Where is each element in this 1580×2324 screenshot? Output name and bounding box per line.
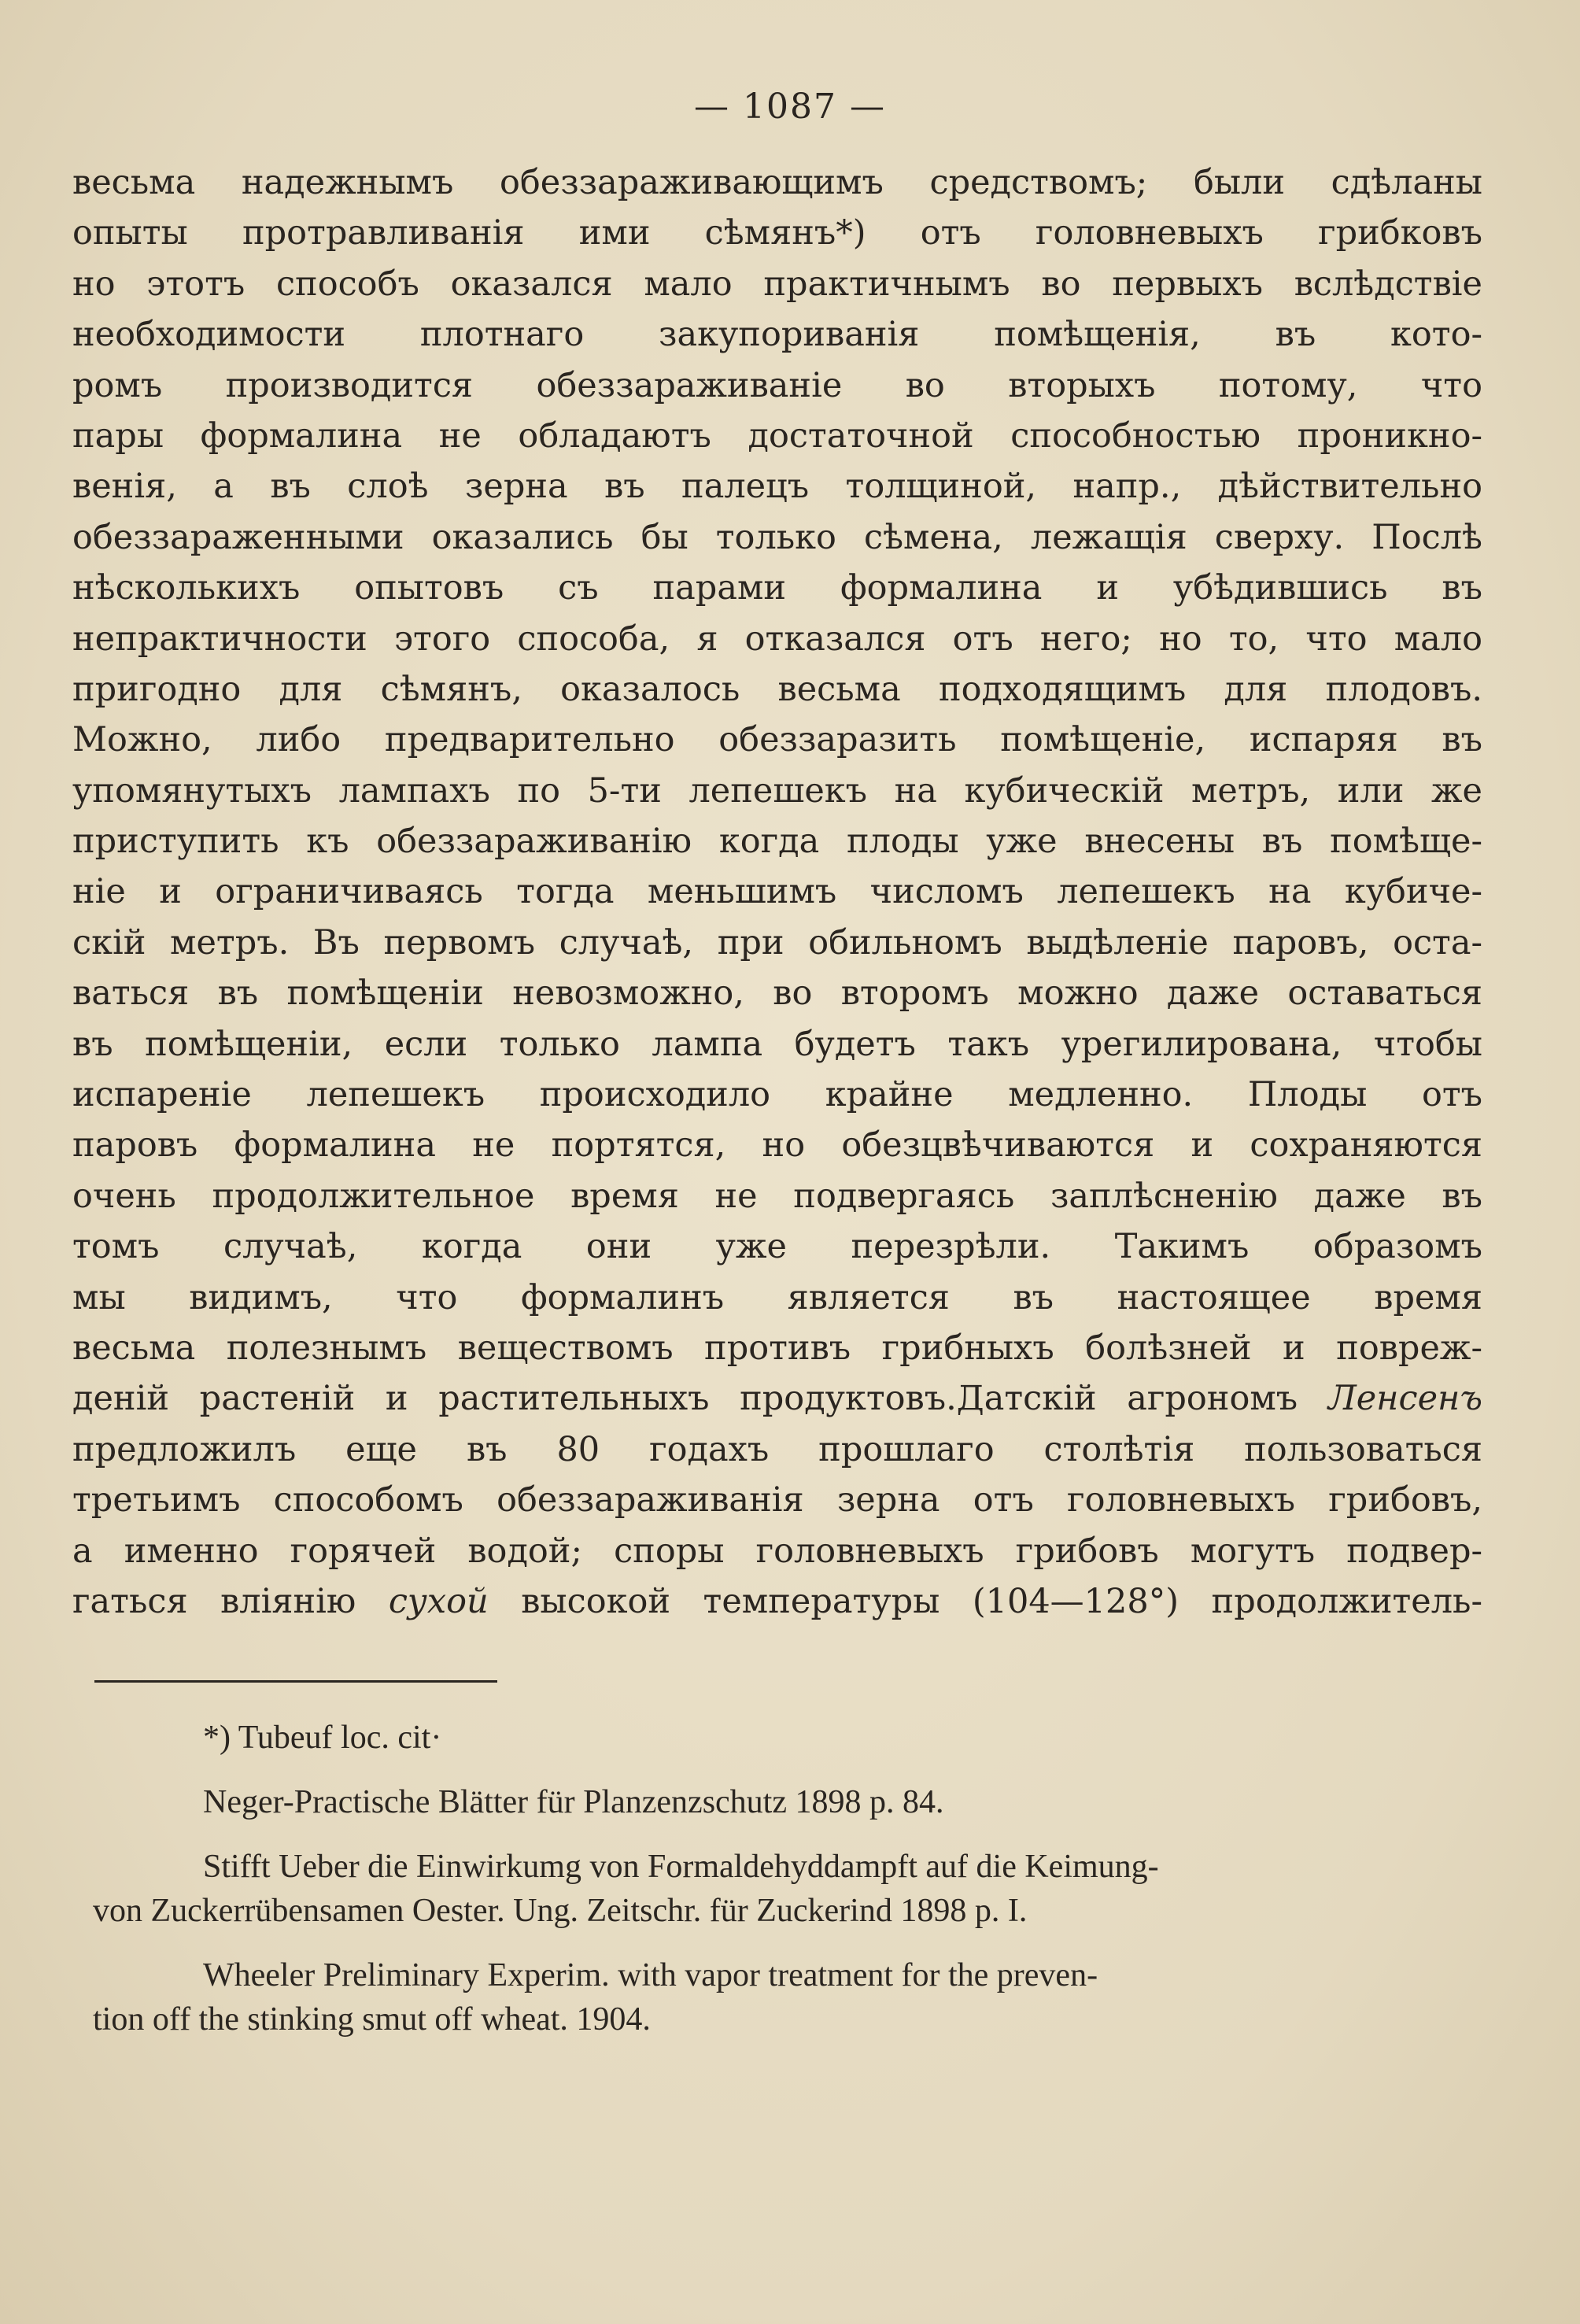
text-line <box>72 1373 1482 1424</box>
text-line: нѣсколькихъ опытовъ съ парами формалина и убѣдившись въ <box>72 568 1482 608</box>
text-line: предложилъ еще въ 80 годахъ прошлаго столѣтія пользоваться <box>72 1429 1482 1469</box>
text-line: непрактичности этого способа, я отказался отъ него; но то, что мало <box>72 619 1482 659</box>
footnote-divider <box>94 1680 497 1683</box>
text-line: мы видимъ, что формалинъ является въ настоящее время <box>72 1277 1482 1317</box>
footnote <box>93 1845 1493 1933</box>
body-text <box>72 157 1482 1627</box>
text-line: ніе и ограничиваясь тогда меньшимъ числомъ лепешекъ на кубиче- <box>72 872 1482 912</box>
text-line: пригодно для сѣмянъ, оказалось весьма подходящимъ для плодовъ. <box>72 669 1482 709</box>
text-line: опыты протравливанія ими сѣмянъ*) отъ головневыхъ грибковъ <box>72 213 1482 253</box>
line-text: деній растеній и растительныхъ продуктовъ.Датскій агрономъ <box>72 1379 1328 1419</box>
text-line: весьма надежнымъ обеззараживающимъ средствомъ; были сдѣланы <box>72 163 1482 202</box>
footnote <box>93 1953 1493 2041</box>
text-line: обеззараженными оказались бы только сѣмена, лежащія сверху. Послѣ <box>72 517 1482 557</box>
page-number: — 1087 — <box>694 87 886 127</box>
footnotes <box>93 1716 1493 2062</box>
italic-name: Ленсенъ <box>1327 1379 1482 1419</box>
text-line: ваться въ помѣщеніи невозможно, во второмъ можно даже оставаться <box>72 974 1482 1014</box>
text-line: паровъ формалина не портятся, но обезцвѣчиваются и сохраняются <box>72 1125 1482 1166</box>
footnote-line: Wheeler Preliminary Experim. with vapor treatment for the preven- <box>203 1957 1098 1993</box>
footnote-line: Stifft Ueber die Einwirkumg von Formaldehyddampft auf die Keimung- <box>203 1849 1159 1885</box>
footnote-line: Neger-Practische Blätter für Planzenzschutz 1898 p. 84. <box>203 1784 944 1820</box>
footnote <box>93 1716 1493 1760</box>
text-line: въ помѣщеніи, если только лампа будетъ такъ урегилирована, чтобы <box>72 1024 1482 1064</box>
text-line: третьимъ способомъ обеззараживанія зерна отъ головневыхъ грибовъ, <box>72 1480 1482 1520</box>
text-line: скій метръ. Въ первомъ случаѣ, при обильномъ выдѣленіе паровъ, оста- <box>72 922 1482 962</box>
text-line: но этотъ способъ оказался мало практичнымъ во первыхъ вслѣдствіе <box>72 264 1482 304</box>
footnote-line: tion off the stinking smut off wheat. 1904. <box>93 2001 651 2038</box>
text-line: Можно, либо предварительно обеззаразить помѣщеніе, испаряя въ <box>72 720 1482 760</box>
italic-word: сухой <box>388 1581 489 1621</box>
text-line: а именно горячей водой; споры головневыхъ грибовъ могутъ подвер- <box>72 1531 1482 1571</box>
text-line: необходимости плотнаго закупориванія помѣщенія, въ кото- <box>72 315 1482 355</box>
footnote <box>93 1780 1493 1824</box>
text-line: весьма полезнымъ веществомъ противъ грибныхъ болѣзней и повреж- <box>72 1328 1482 1368</box>
text-line: упомянутыхъ лампахъ по 5-ти лепешекъ на кубическій метръ, или же <box>72 770 1482 811</box>
text-line: испареніе лепешекъ происходило крайне медленно. Плоды отъ <box>72 1075 1482 1115</box>
footnote-line: von Zuckerrübensamen Oester. Ung. Zeitschr. für Zuckerind 1898 p. I. <box>93 1893 1028 1929</box>
line-text: гаться вліянію <box>72 1581 389 1621</box>
text-line: венія, а въ слоѣ зерна въ палецъ толщиной, напр., дѣйствительно <box>72 467 1482 507</box>
line-text: высокой температуры (104—128°) продолжитель- <box>488 1581 1482 1621</box>
text-line <box>72 1576 1482 1627</box>
text-line: очень продолжительное время не подвергаясь заплѣсненію даже въ <box>72 1176 1482 1216</box>
text-line: ромъ производится обеззараживаніе во вторыхъ потому, что <box>72 365 1482 405</box>
footnote-line: *) Tubeuf loc. cit· <box>203 1720 442 1756</box>
text-line: томъ случаѣ, когда они уже перезрѣли. Такимъ образомъ <box>72 1227 1482 1267</box>
text-line: пары формалина не обладаютъ достаточной способностью проникно- <box>72 416 1482 456</box>
text-line: приступить къ обеззараживанію когда плоды уже внесены въ помѣще- <box>72 822 1482 862</box>
